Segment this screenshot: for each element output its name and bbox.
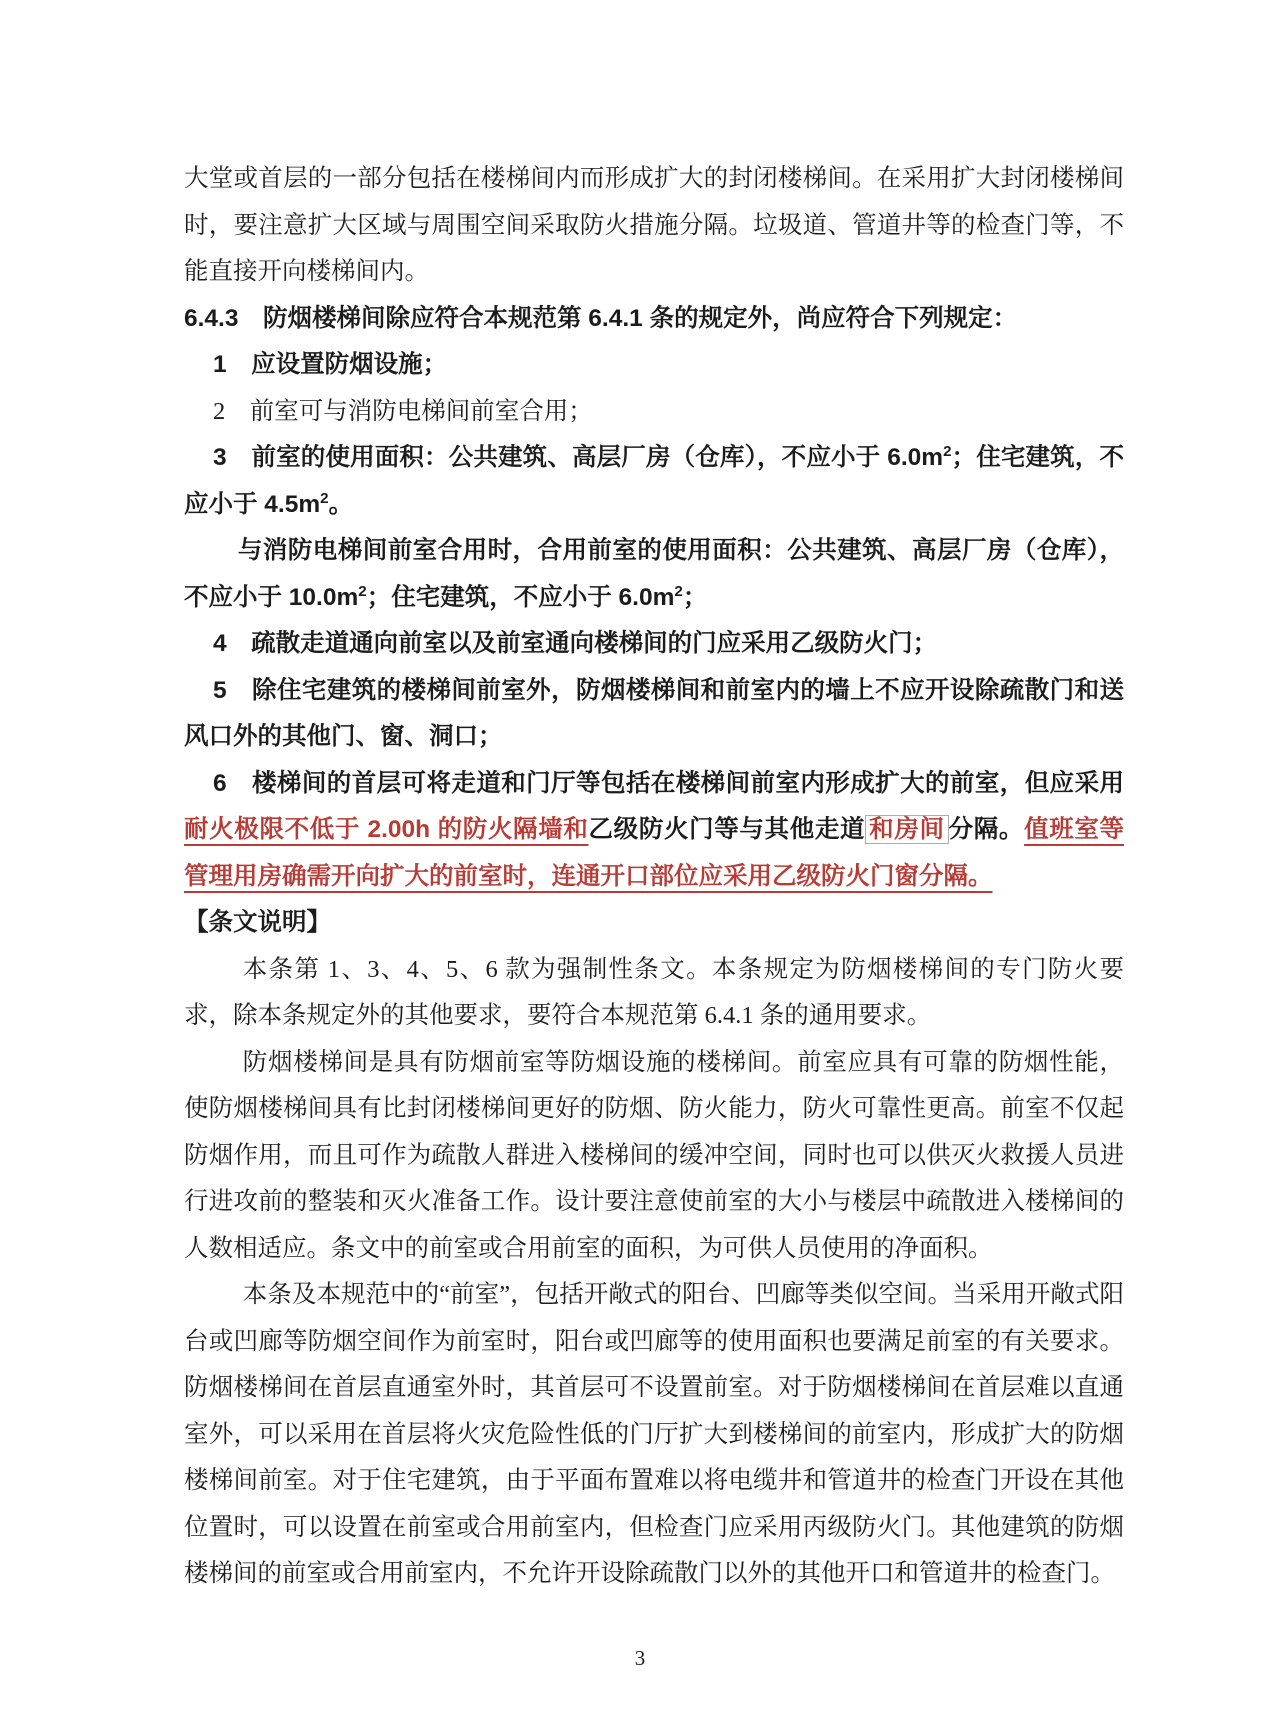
- revision-boxed-text: 和房间: [865, 815, 948, 844]
- text-run: 【条文说明】: [184, 909, 331, 936]
- clause-item-6: [184, 761, 1124, 901]
- section-caption-explanation: [184, 900, 1124, 947]
- text-run: ；住宅建筑，不应小于 6.0m: [366, 583, 675, 611]
- text-run: ；: [682, 583, 708, 611]
- clause-item-1: [184, 342, 1124, 389]
- text-run: 本条及本规范中的“前室”，包括开敞式的阳台、凹廊等类似空间。当采用开敞式阳台或凹廊等防烟空间作为前室时，阳台或凹廊等的使用面积也要满足前室的有关要求。防烟楼梯间在首层直通室外时，其首层可不设置前室。对于防烟楼梯间在首层难以直通室外，可以采用在首层将火灾危险性低的门厅扩大到楼梯间的前室内，形成扩大的防烟楼梯间前室。对于住宅建筑，由于平面布置难以将电缆井和管道井的检查门开设在其他位置时，可以设置在前室或合用前室内，但检查门应采用丙级防火门。其他建筑的防烟楼梯间的前室或合用前室内，不允许开设除疏散门以外的其他开口和管道井的检查门。: [184, 1281, 1124, 1587]
- clause-item-3: [184, 435, 1124, 528]
- text-run: 2: [358, 582, 367, 600]
- text-run: 2 前室可与消防电梯间前室合用；: [213, 397, 593, 425]
- page-number: 3: [634, 1646, 646, 1670]
- text-run: 防烟楼梯间是具有防烟前室等防烟设施的楼梯间。前室应具有可靠的防烟性能，使防烟楼梯间具有比封闭楼梯间更好的防烟、防火能力，防火可靠性更高。前室不仅起防烟作用，而且可作为疏散人群进入楼梯间的缓冲空间，同时也可以供灭火救援人员进行进攻前的整装和灭火准备工作。设计要注意使前室的大小与楼层中疏散进入楼梯间的人数相适应。条文中的前室或合用前室的面积，为可供人员使用的净面积。: [184, 1048, 1124, 1262]
- clause-item-5: [184, 668, 1124, 761]
- clause-6-4-3-head: [184, 296, 1124, 343]
- explanation-paragraph-3: [184, 1272, 1124, 1598]
- text-run: 。: [328, 490, 354, 518]
- text-run: ；住宅建筑，不应小于 4.5m: [184, 444, 1124, 518]
- revision-inserted-text: 耐火极限不低于 2.00h 的防火隔墙和: [184, 816, 589, 843]
- text-run: 与消防电梯间前室合用时，合用前室的使用面积：公共建筑、高层厂房（仓库），不应小于 10.0m: [184, 537, 1124, 611]
- text-run: 2: [320, 489, 329, 507]
- revision-inserted-text: 值班室等管理用房确需开向扩大的前室时，连通开口部位应采用乙级防火门窗分隔。: [184, 816, 1125, 890]
- text-run: 乙级防火门等与其他走道: [588, 816, 866, 843]
- text-run: 2: [674, 582, 683, 600]
- text-run: 5 除住宅建筑的楼梯间前室外，防烟楼梯间和前室内的墙上不应开设除疏散门和送风口外的其他门、窗、洞口；: [184, 676, 1124, 750]
- clause-item-4: [184, 621, 1124, 668]
- explanation-paragraph-1: [184, 947, 1124, 1040]
- text-run: 2: [943, 442, 952, 460]
- text-run: 3 前室的使用面积：公共建筑、高层厂房（仓库），不应小于 6.0m: [213, 444, 944, 471]
- text-run: 6.4.3 防烟楼梯间除应符合本规范第 6.4.1 条的规定外，尚应符合下列规定：: [184, 304, 1018, 332]
- text-run: 1 应设置防烟设施；: [213, 351, 448, 378]
- paragraph-continuation: [184, 156, 1124, 296]
- text-run: 本条第 1、3、4、5、6 款为强制性条文。本条规定为防烟楼梯间的专门防火要求，除本条规定外的其他要求，要符合本规范第 6.4.1 条的通用要求。: [184, 955, 1124, 1029]
- text-run: 4 疏散走道通向前室以及前室通向楼梯间的门应采用乙级防火门；: [213, 630, 938, 657]
- clause-item-3-continued: [184, 528, 1124, 621]
- text-run: 大堂或首层的一部分包括在楼梯间内而形成扩大的封闭楼梯间。在采用扩大封闭楼梯间时，要注意扩大区域与周围空间采取防火措施分隔。垃圾道、管道井等的检查门等，不能直接开向楼梯间内。: [184, 165, 1124, 285]
- explanation-paragraph-2: [184, 1040, 1124, 1273]
- clause-item-2: [184, 389, 1124, 436]
- text-run: 6 楼梯间的首层可将走道和门厅等包括在楼梯间前室内形成扩大的前室，但应采用: [213, 769, 1124, 797]
- text-run: 分隔。: [948, 816, 1025, 843]
- document-body: [184, 156, 1124, 1598]
